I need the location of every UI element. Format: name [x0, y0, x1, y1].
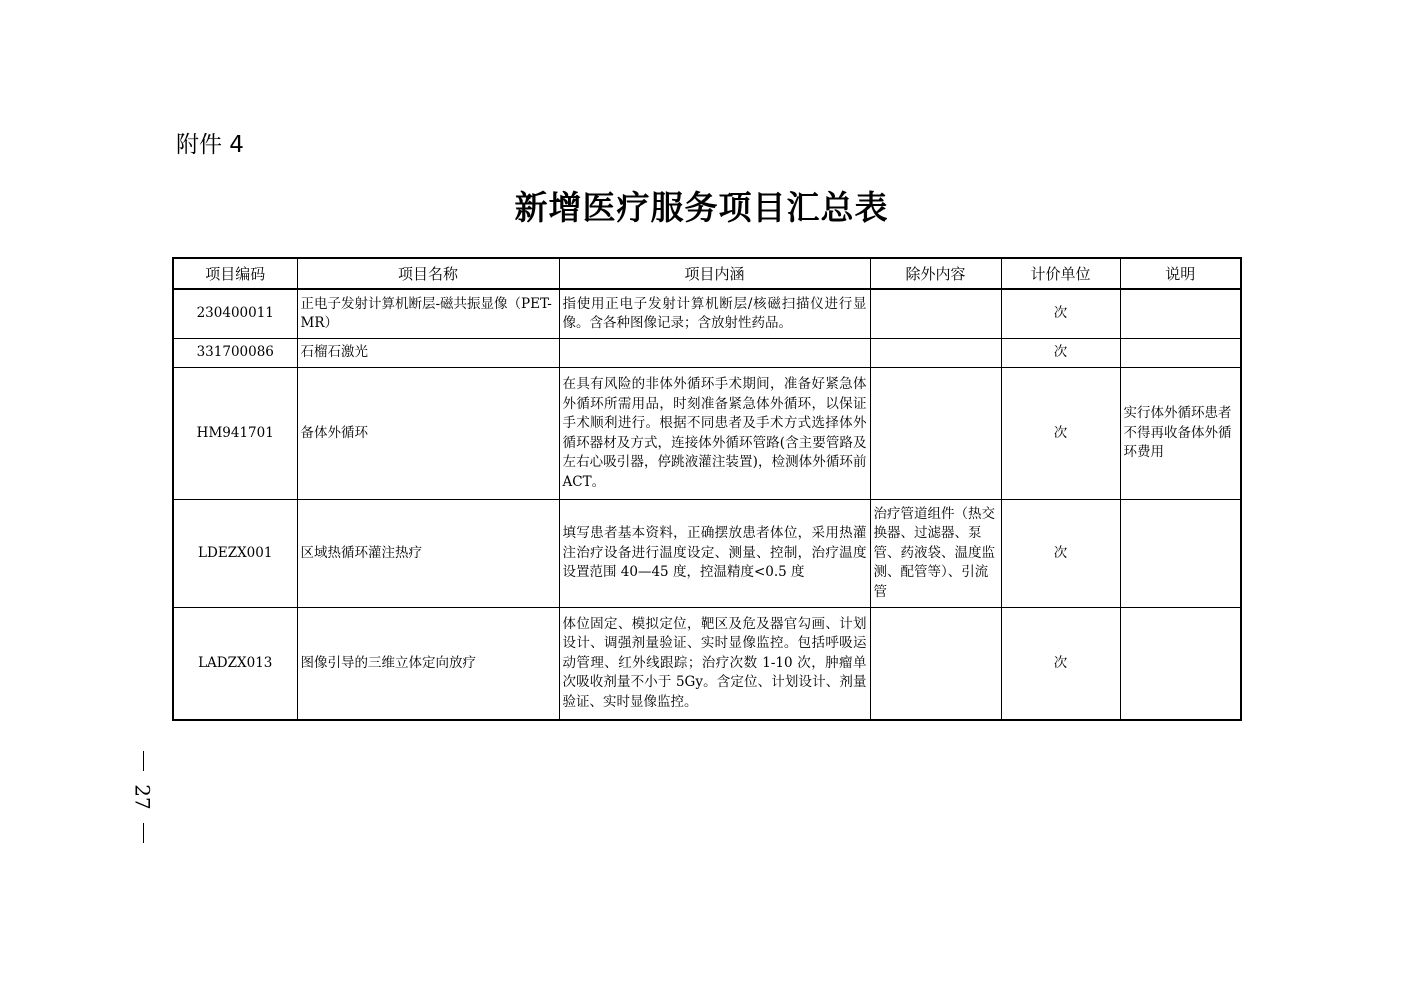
header-exclusions: 除外内容	[870, 258, 1001, 289]
table-header-row	[173, 258, 1241, 289]
cell-remarks	[1120, 608, 1241, 721]
cell-exclusions	[870, 608, 1001, 721]
cell-exclusions	[870, 339, 1001, 368]
cell-code: 331700086	[173, 339, 297, 368]
cell-content: 体位固定、模拟定位，靶区及危及器官勾画、计划设计、调强剂量验证、实时显像监控。包括呼吸运动管理、红外线跟踪；治疗次数 1-10 次，肿瘤单次吸收剂量不小于 5Gy。含定位、计划设计、剂量验证、实时显像监控。	[559, 608, 870, 721]
header-content: 项目内涵	[559, 258, 870, 289]
attachment-label: 附件 4	[176, 132, 244, 158]
page-number-dash-top	[143, 751, 144, 771]
cell-content	[559, 339, 870, 368]
table-row	[173, 500, 1241, 608]
cell-name: 正电子发射计算机断层-磁共振显像（PET-MR）	[297, 289, 559, 339]
table-row	[173, 608, 1241, 721]
summary-table	[172, 257, 1242, 721]
cell-exclusions: 治疗管道组件（热交换器、过滤器、泵管、药液袋、温度监测、配管等）、引流管	[870, 500, 1001, 608]
header-name: 项目名称	[297, 258, 559, 289]
page-number	[128, 751, 158, 843]
cell-code: LDEZX001	[173, 500, 297, 608]
cell-remarks	[1120, 339, 1241, 368]
header-remarks: 说明	[1120, 258, 1241, 289]
cell-exclusions	[870, 368, 1001, 500]
cell-unit: 次	[1001, 368, 1120, 500]
cell-name: 区域热循环灌注热疗	[297, 500, 559, 608]
document-title: 新增医疗服务项目汇总表	[514, 188, 889, 227]
table-row	[173, 339, 1241, 368]
page-number-text: 27	[130, 784, 155, 810]
header-code: 项目编码	[173, 258, 297, 289]
cell-unit: 次	[1001, 339, 1120, 368]
table-row	[173, 289, 1241, 339]
cell-remarks	[1120, 500, 1241, 608]
cell-exclusions	[870, 289, 1001, 339]
cell-name: 图像引导的三维立体定向放疗	[297, 608, 559, 721]
cell-name: 石榴石激光	[297, 339, 559, 368]
cell-content: 在具有风险的非体外循环手术期间，准备好紧急体外循环所需用品，时刻准备紧急体外循环，以保证手术顺利进行。根据不同患者及手术方式选择体外循环器材及方式，连接体外循环管路(含主要管路及左右心吸引器，停跳液灌注装置)，检测体外循环前 ACT。	[559, 368, 870, 500]
cell-remarks	[1120, 289, 1241, 339]
cell-code: LADZX013	[173, 608, 297, 721]
header-unit: 计价单位	[1001, 258, 1120, 289]
cell-unit: 次	[1001, 608, 1120, 721]
cell-code: HM941701	[173, 368, 297, 500]
cell-remarks: 实行体外循环患者不得再收备体外循环费用	[1120, 368, 1241, 500]
cell-unit: 次	[1001, 500, 1120, 608]
page-number-dash-bottom	[143, 823, 144, 843]
cell-unit: 次	[1001, 289, 1120, 339]
cell-code: 230400011	[173, 289, 297, 339]
cell-content: 指使用正电子发射计算机断层/核磁扫描仪进行显像。含各种图像记录；含放射性药品。	[559, 289, 870, 339]
cell-name: 备体外循环	[297, 368, 559, 500]
table-row	[173, 368, 1241, 500]
cell-content: 填写患者基本资料，正确摆放患者体位，采用热灌注治疗设备进行温度设定、测量、控制，治疗温度设置范围 40—45 度，控温精度<0.5 度	[559, 500, 870, 608]
